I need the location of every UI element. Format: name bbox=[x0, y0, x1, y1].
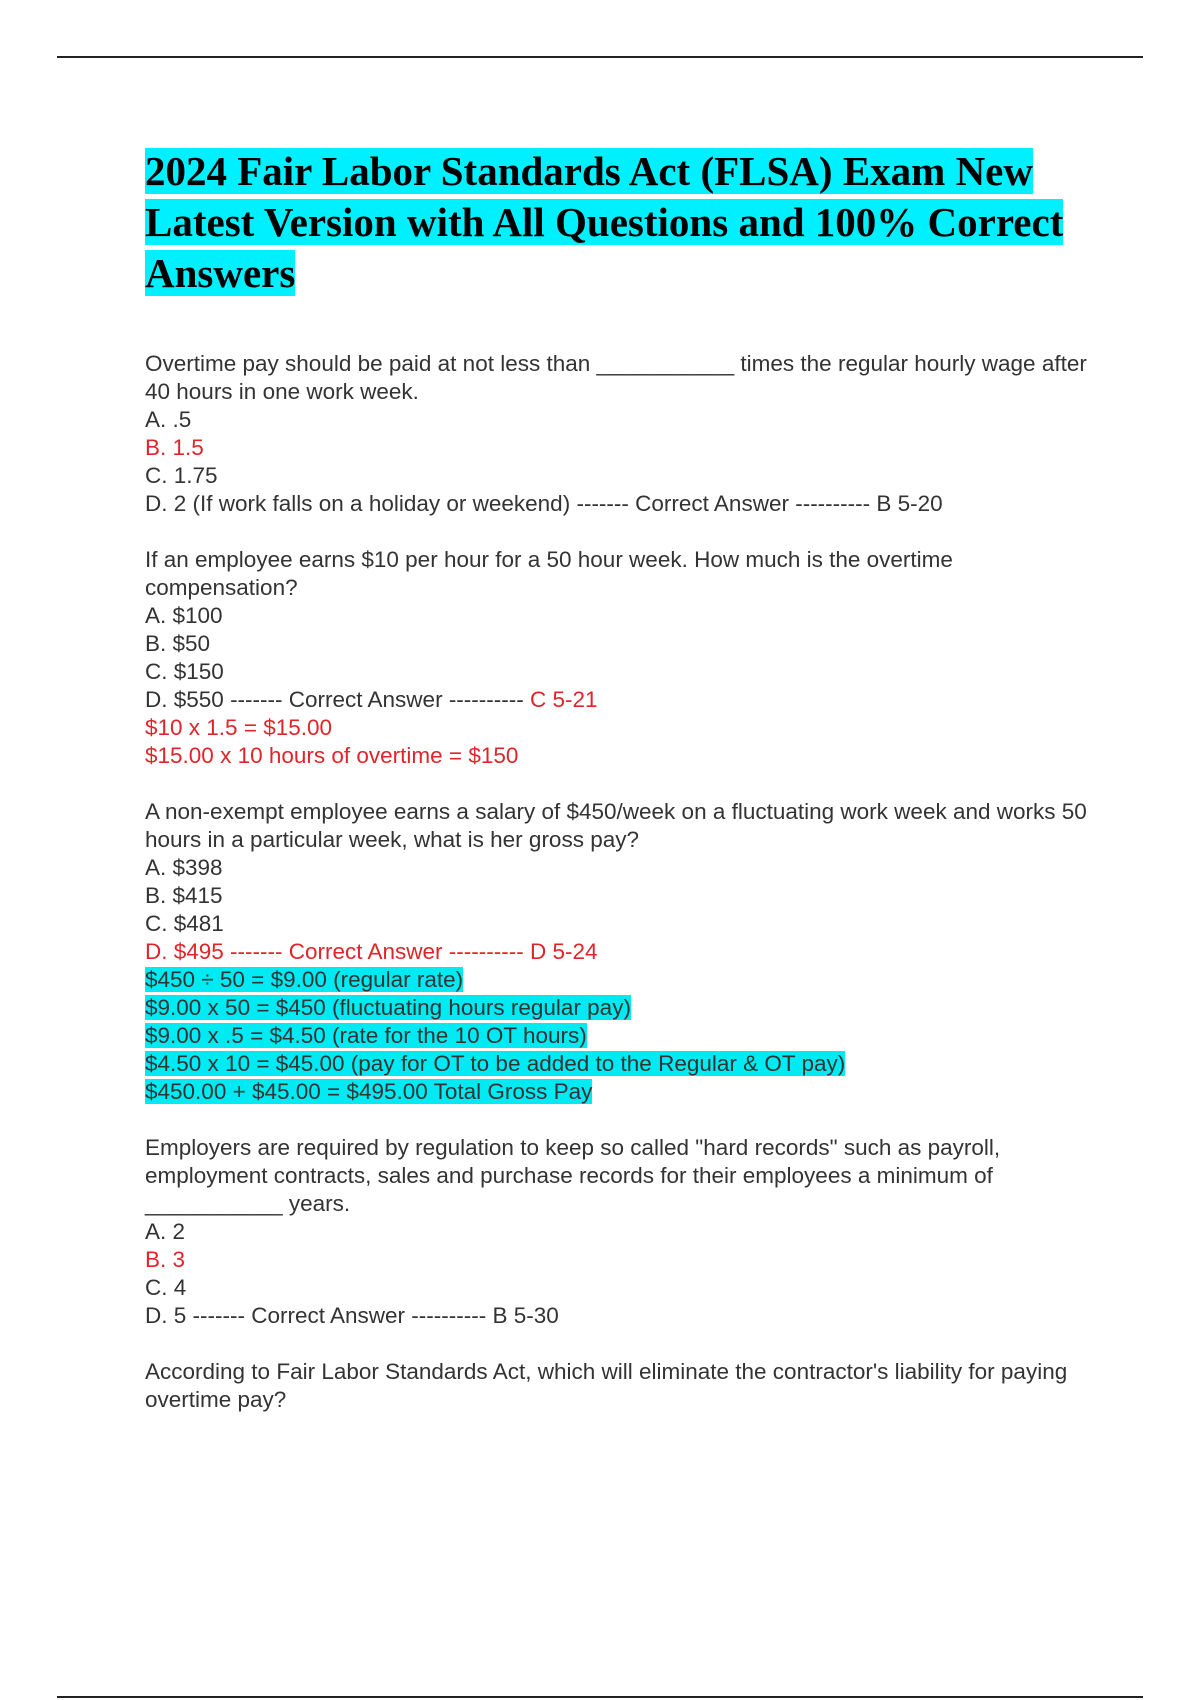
calculation-line-5 bbox=[145, 1078, 1090, 1106]
calculation-text: $9.00 x .5 = $4.50 (rate for the 10 OT hours) bbox=[145, 1023, 587, 1048]
answer-value: C 5-21 bbox=[523, 687, 598, 712]
header-rule bbox=[57, 56, 1143, 58]
option-a: A. $398 bbox=[145, 855, 223, 880]
answer-label: ------- Correct Answer ---------- bbox=[570, 491, 871, 516]
question-text: Overtime pay should be paid at not less than ___________ times the regular hourly wage after 40 hours in one work week. bbox=[145, 351, 1094, 404]
calculation-text: $9.00 x 50 = $450 (fluctuating hours regular pay) bbox=[145, 995, 631, 1020]
calculation-line-1 bbox=[145, 966, 1090, 994]
option-b-correct: B. 3 bbox=[145, 1247, 186, 1272]
explanation-line-1: $10 x 1.5 = $15.00 bbox=[145, 715, 333, 740]
question-block-1 bbox=[145, 350, 1094, 518]
explanation-line-2: $15.00 x 10 hours of overtime = $150 bbox=[145, 743, 519, 768]
option-c: C. $481 bbox=[145, 911, 224, 936]
question-text: A non-exempt employee earns a salary of $450/week on a fluctuating work week and works 50 hours in a particular week, what is her gross pay? bbox=[145, 799, 1094, 852]
question-block-3 bbox=[145, 798, 1094, 1106]
footer-rule bbox=[57, 1696, 1143, 1698]
calculation-line-4 bbox=[145, 1050, 1090, 1078]
option-a: A. 2 bbox=[145, 1219, 186, 1244]
option-b-correct: B. 1.5 bbox=[145, 435, 204, 460]
question-block-5 bbox=[145, 1358, 1090, 1414]
calculation-text: $450.00 + $45.00 = $495.00 Total Gross Pay bbox=[145, 1079, 593, 1104]
option-d: D. $550 bbox=[145, 687, 224, 712]
option-a: A. $100 bbox=[145, 603, 223, 628]
question-text: According to Fair Labor Standards Act, which will eliminate the contractor's liability for paying overtime pay? bbox=[145, 1359, 1074, 1412]
option-c: C. 4 bbox=[145, 1275, 187, 1300]
question-block-2 bbox=[145, 546, 1090, 770]
answer-value: B 5-20 bbox=[870, 491, 943, 516]
option-c: C. $150 bbox=[145, 659, 224, 684]
question-text: Employers are required by regulation to keep so called "hard records" such as payroll, employment contracts, sales and purchase records for their employees a minimum of ___________ years. bbox=[145, 1135, 1007, 1216]
document-body bbox=[145, 350, 1094, 1442]
option-b: B. $50 bbox=[145, 631, 211, 656]
option-b: B. $415 bbox=[145, 883, 223, 908]
calculation-line-2 bbox=[145, 994, 1090, 1022]
option-d-correct-answer: D. $495 ------- Correct Answer ---------- D 5-24 bbox=[145, 939, 598, 964]
question-block-4 bbox=[145, 1134, 1090, 1330]
option-d-with-answer bbox=[145, 686, 1090, 714]
calculation-line-3 bbox=[145, 1022, 1090, 1050]
option-d: D. 2 (If work falls on a holiday or weekend) bbox=[145, 491, 571, 516]
title-highlight: 2024 Fair Labor Standards Act (FLSA) Exam New Latest Version with All Questions and 100% Correct Answers bbox=[145, 148, 1064, 296]
answer-label: ------- Correct Answer ---------- bbox=[223, 687, 524, 712]
document-title bbox=[145, 146, 1085, 299]
option-d-with-answer bbox=[145, 490, 1090, 518]
option-d-with-answer: D. 5 ------- Correct Answer ---------- B 5-30 bbox=[145, 1303, 559, 1328]
option-a: A. .5 bbox=[145, 407, 192, 432]
calculation-text: $450 ÷ 50 = $9.00 (regular rate) bbox=[145, 967, 464, 992]
question-text: If an employee earns $10 per hour for a 50 hour week. How much is the overtime compensation? bbox=[145, 547, 960, 600]
calculation-text: $4.50 x 10 = $45.00 (pay for OT to be added to the Regular & OT pay) bbox=[145, 1051, 846, 1076]
option-c: C. 1.75 bbox=[145, 463, 218, 488]
